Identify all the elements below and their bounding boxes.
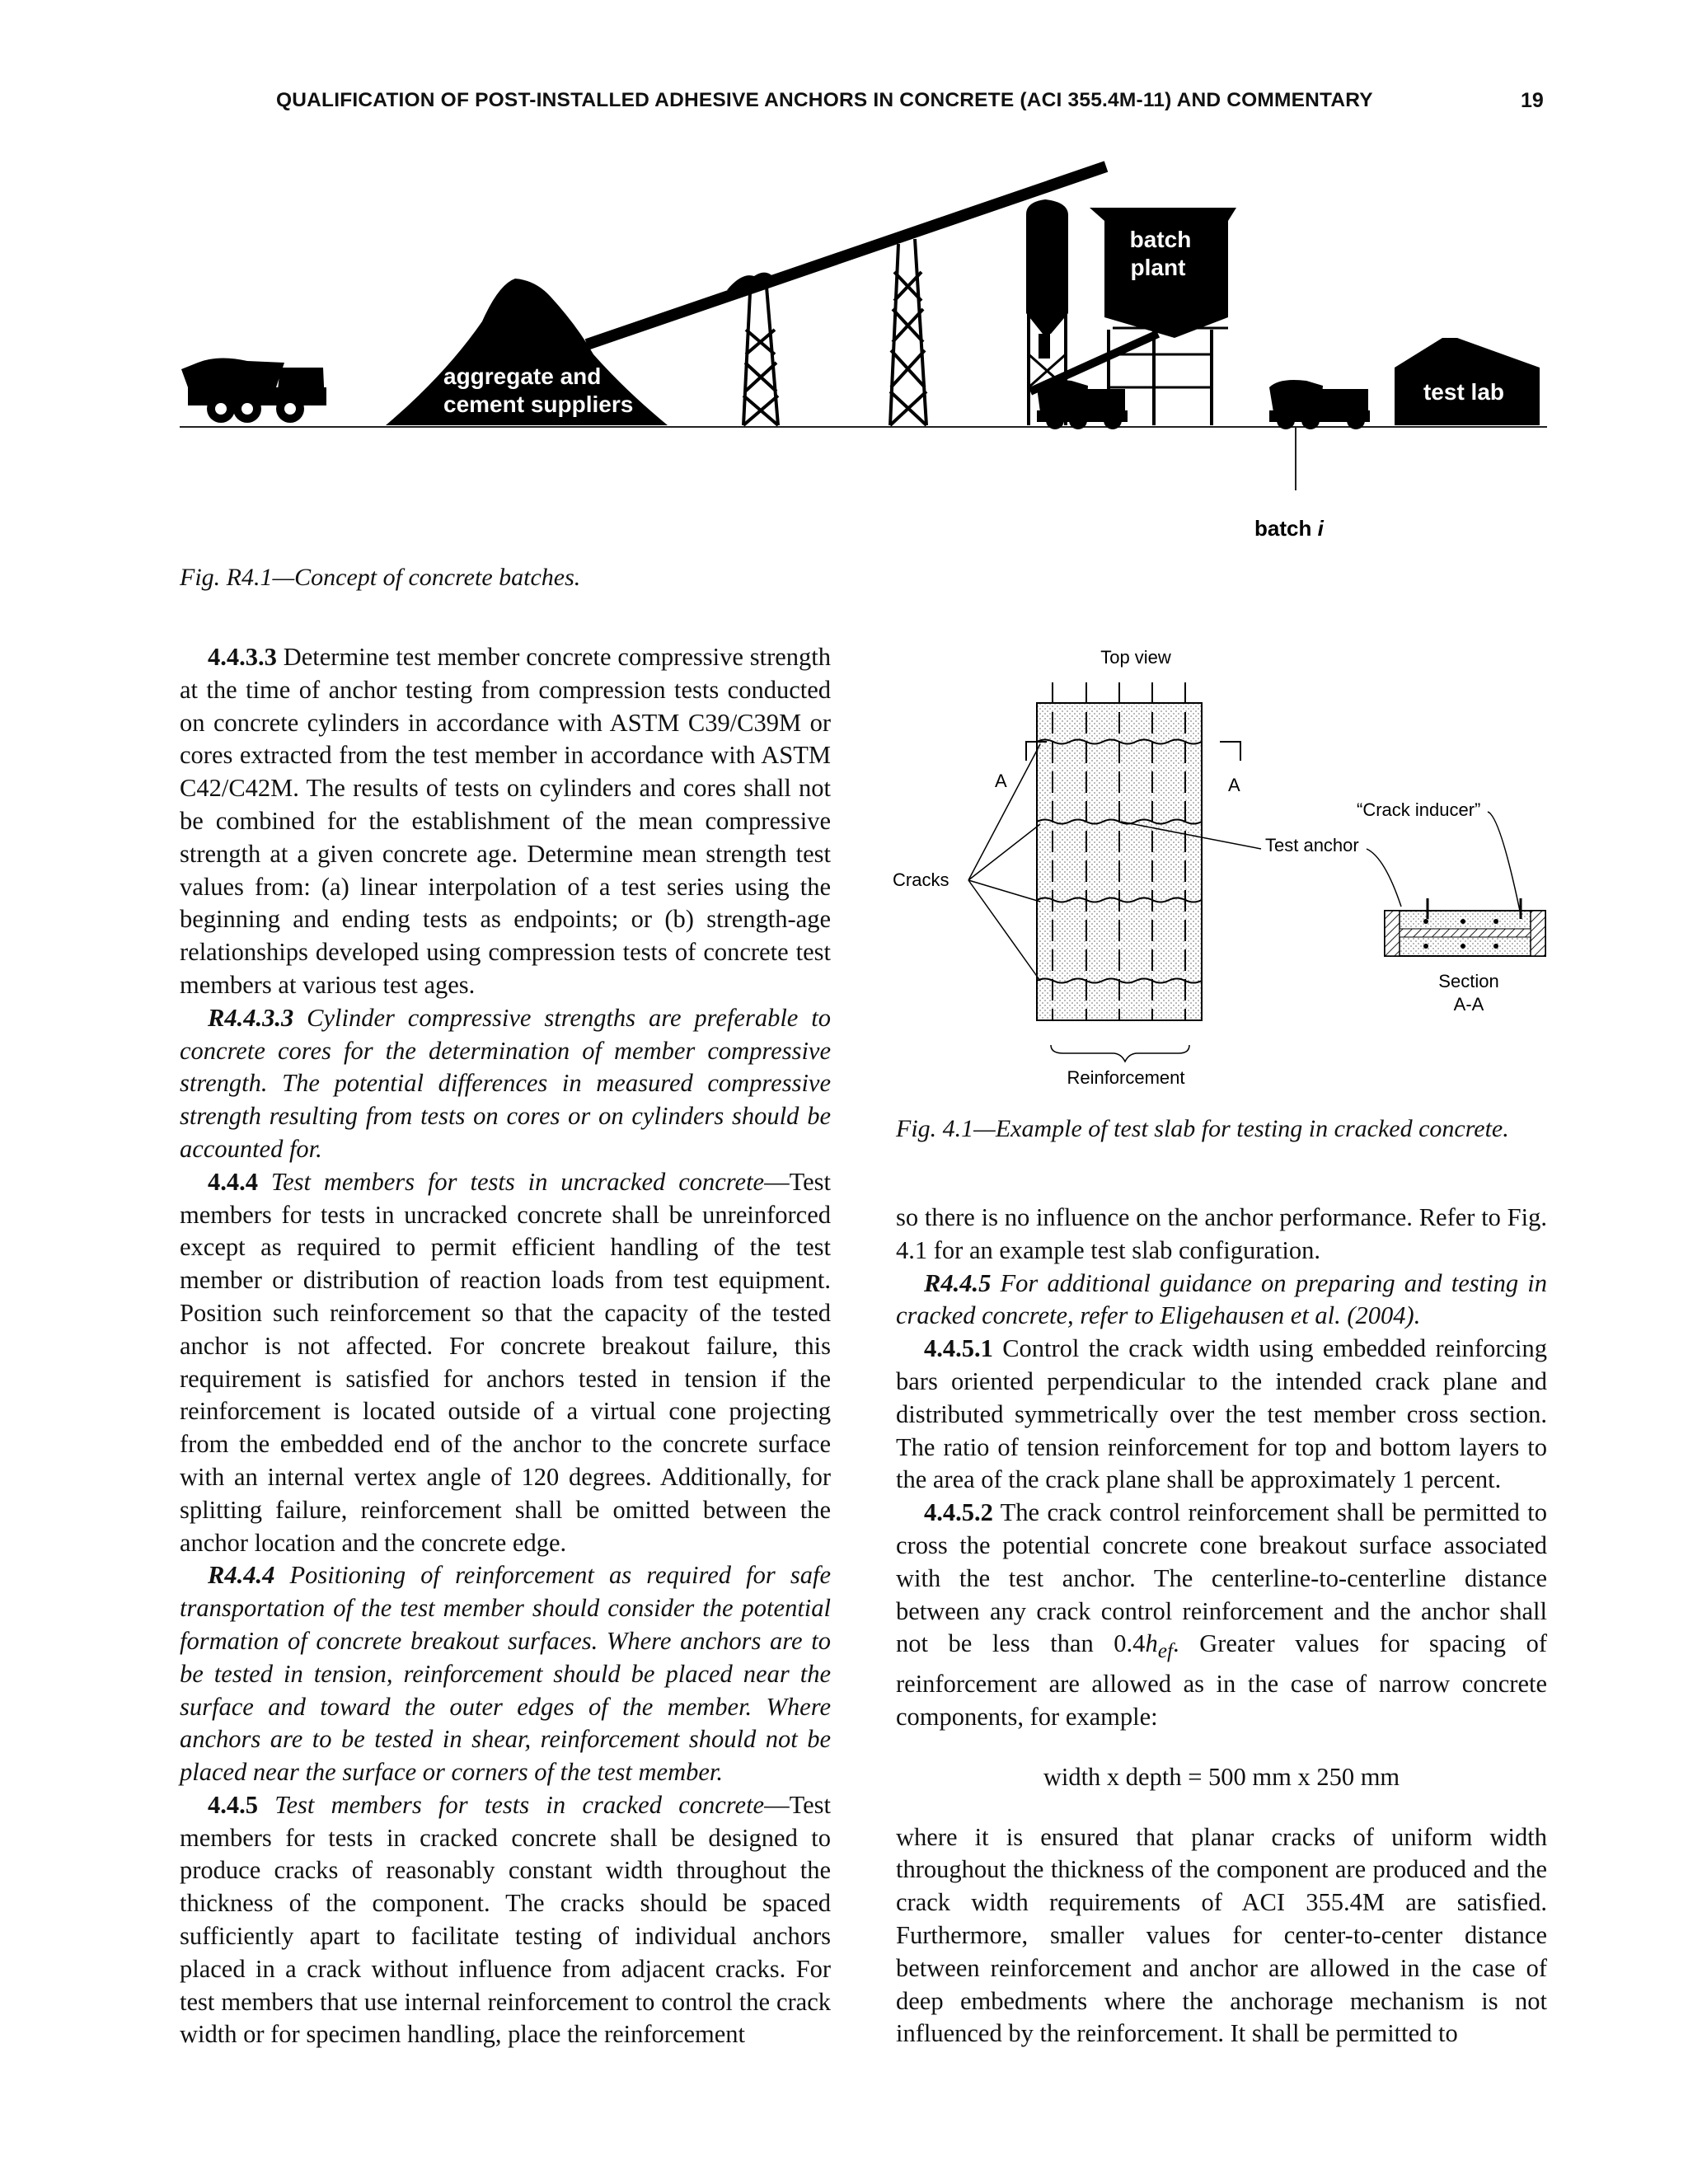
- figure-4-1-caption: Fig. 4.1—Example of test slab for testing in cracked concrete.: [896, 1115, 1509, 1142]
- section-a-right: A: [1228, 775, 1240, 795]
- top-view-label: Top view: [1100, 647, 1171, 668]
- reinforcement-brace: [1051, 1045, 1189, 1062]
- para-where: where it is ensured that planar cracks of uniform width throughout the thickness of the component are produced and the crack width requirements of ACI 355.4M are satisfied. Furthermore, smaller values for center-to-center distance between reinforcement and anchor are allowed in the case of deep embedments where the anchorage mechanism is not influenced by the reinforcement. It shall be permitted to: [896, 1822, 1547, 2048]
- equation: width x depth = 500 mm x 250 mm: [1043, 1762, 1400, 1791]
- para-4-4-4: 4.4.4 Test members for tests in uncracked concrete—Test members for tests in uncracked concrete shall be unreinforced except as required to permit efficient handling of the test member or distribution of reaction loads from test equipment. Position such reinforcement so that the capacity of the tested anchor is not affected. For concrete breakout failure, this requirement is satisfied for anchors tested in tension if the reinforcement is located outside of a virtual cone projecting from the embedded end of the anchor to the concrete surface with an internal vertex angle of 120 degrees. Additionally, for splitting failure, reinforcement shall be omitted between the anchor location and the concrete edge.: [180, 1167, 831, 1557]
- figure-r4-1-caption: Fig. R4.1—Concept of concrete batches.: [180, 564, 581, 591]
- para-continued: so there is no influence on the anchor performance. Refer to Fig. 4.1 for an example test slab configuration.: [896, 1203, 1547, 1264]
- test-anchor-label: Test anchor: [1265, 835, 1359, 855]
- aggregate-label-2: cement suppliers: [443, 391, 634, 417]
- para-r4-4-3-3: R4.4.3.3 Cylinder compressive strengths are preferable to concrete cores for the determination of member compressive strength. The potential differences in measured compressive strength resulting from tests on cores or on cylinders should be accounted for.: [180, 1003, 831, 1163]
- aggregate-label-1: aggregate and: [443, 363, 602, 389]
- para-r4-4-5: R4.4.5 For additional guidance on preparing and testing in cracked concrete, refer to Eligehausen et al. (2004).: [896, 1268, 1547, 1330]
- test-lab-label: test lab: [1423, 379, 1505, 405]
- section-label-1: Section: [1438, 971, 1499, 991]
- para-r4-4-4: R4.4.4 Positioning of reinforcement as required for safe transportation of the test member should consider the potential formation of concrete breakout surfaces. Where anchors are to be tested in tension, reinforcement should be placed near the surface and toward the outer edges of the member. Where anchors are to be tested in shear, reinforcement should not be placed near the surface or corners of the test member.: [180, 1561, 831, 1787]
- cracks-label: Cracks: [893, 869, 950, 890]
- section-mark-right: [1220, 742, 1240, 761]
- para-4-4-3-3: 4.4.3.3 Determine test member concrete compressive strength at the time of anchor testing from compression tests conducted on concrete cylinders in accordance with ASTM C39/C39M or cores extracted from the test member in accordance with ASTM C42/C42M. The results of tests on cylinders and cores shall not be combined for the establishment of the mean compressive strength at a given concrete age. Determine mean strength test values from: (a) linear interpolation of a test series using the beginning and ending tests as endpoints; or (b) strength-age relationships developed using compression tests of concrete test members at various test ages.: [180, 643, 831, 999]
- reinforcement-label: Reinforcement: [1067, 1067, 1185, 1088]
- page-number: 19: [1521, 89, 1544, 112]
- section-aa-drawing: [1385, 898, 1545, 956]
- batch-plant-label-1: batch: [1129, 227, 1192, 252]
- section-label-2: A-A: [1453, 994, 1484, 1015]
- right-column: [896, 1202, 1547, 2050]
- crack-inducer-label: “Crack inducer”: [1357, 799, 1481, 820]
- batch-plant-label-2: plant: [1130, 255, 1186, 280]
- para-4-4-5-1: 4.4.5.1 Control the crack width using embedded reinforcing bars oriented perpendicular to the intended crack plane and distributed symmetrically over the test member cross section. The ratio of tension reinforcement for top and bottom layers to the area of the crack plane shall be approximately 1 percent.: [896, 1334, 1547, 1494]
- batch-i-label: batch i: [1254, 516, 1324, 541]
- para-4-4-5: 4.4.5 Test members for tests in cracked concrete—Test members for tests in cracked concrete shall be designed to produce cracks of reasonably constant width throughout the thickness of the component. The cracks should be spaced sufficiently apart to facilitate testing of individual anchors placed in a crack without influence from adjacent cracks. For test members that use internal reinforcement to control the crack width or for specimen handling, place the reinforcement: [180, 1790, 831, 2049]
- left-column: [180, 641, 831, 2051]
- section-a-left: A: [995, 771, 1007, 791]
- running-header: QUALIFICATION OF POST-INSTALLED ADHESIVE ANCHORS IN CONCRETE (ACI 355.4M-11) AND COMMENTARY: [276, 89, 1373, 111]
- para-4-4-5-2: 4.4.5.2 The crack control reinforcement shall be permitted to cross the potential concrete cone breakout surface associated with the test anchor. The centerline-to-centerline distance between any crack control reinforcement and the anchor shall not be less than $0.4h_{ef}$. Greater values for spacing of reinforcement are allowed as in the case of narrow concrete components, for example:: [896, 1498, 1547, 1732]
